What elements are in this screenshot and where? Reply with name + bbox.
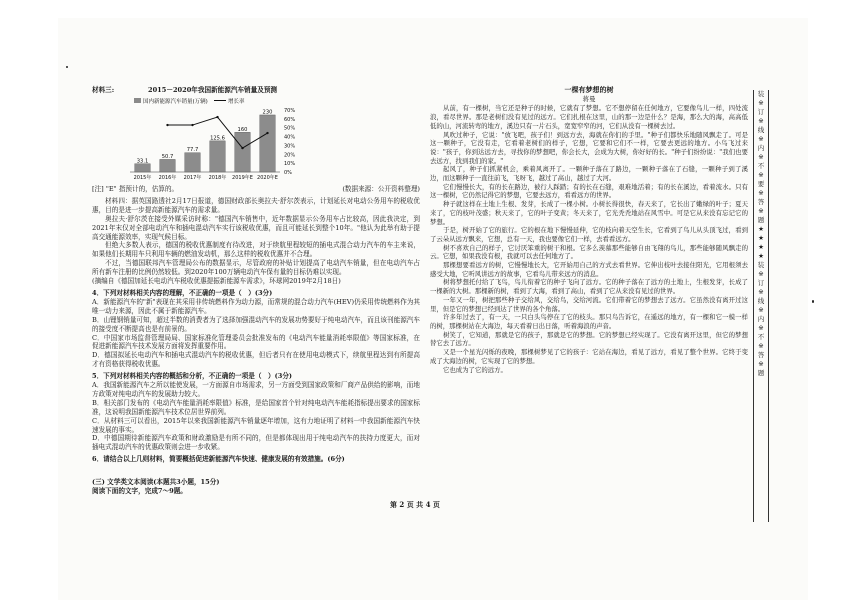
margin-char: 要	[757, 180, 765, 188]
bar-2016年	[160, 159, 176, 172]
story-paragraph: 树将梦想托付给了飞鸟，鸟儿衔着它的种子飞向了远方。它的种子落在了远方的土地上，生根发芽，长成了一棵新的大树。那棵新的树，看到了大海，看到了高山，看到了它从来没有见过的世界。	[430, 278, 748, 296]
margin-char: 线	[757, 126, 765, 134]
bar-2019年E	[235, 132, 251, 172]
margin-char: ※	[758, 99, 764, 107]
margin-char: ※	[758, 288, 764, 296]
margin-char: ※	[758, 270, 764, 278]
page-number: 第 2 页 共 4 页	[390, 500, 440, 509]
growth-rate-point	[166, 124, 168, 126]
margin-char: ※	[758, 135, 764, 143]
category-label: 2019年E	[232, 175, 253, 181]
bar-value-label: 230	[262, 109, 273, 116]
margin-char: ※	[758, 189, 764, 197]
margin-char: 装	[757, 90, 765, 98]
story-paragraph: 树不喜欢自己的样子，它讨厌笨重的树干和根。它多么羡慕那些能够自由飞翔的鸟儿，那些能够随风飘走的云。它想，如果我没有根，我就可以去任何地方了。	[430, 243, 748, 261]
margin-char: 内	[757, 315, 765, 323]
story-paragraph: 起风了，种子们抓紧机会，乘着风离开了。一颗种子落在了路边，一颗种子落在了石缝，一颗种子到了溪边，而这颗种子一直往前飞，飞呀飞，越过了高山，越过了大河。	[430, 165, 748, 183]
margin-char: 答	[757, 351, 765, 359]
margin-char: ※	[758, 306, 764, 314]
binding-margin	[753, 90, 769, 522]
right-axis-tick: 20%	[284, 152, 296, 159]
right-axis-tick: 0%	[284, 170, 292, 176]
material4-paragraph: 奥拉夫·舒尔茨在接受外媒采访时称："德国汽车销售中，近年数据显示公务用车占比较高，因此我决定，到2021年末仅对全部电动汽车和插电混动汽车实行该税收优惠，而且可能延长到整个10年。"他认为此举有助于提高交通能源效率，实现气候目标。	[92, 214, 420, 241]
scan-speck	[66, 66, 68, 68]
margin-char: ※	[758, 117, 764, 125]
category-label: 2015年	[133, 175, 152, 181]
category-label: 2018年	[208, 175, 227, 181]
story-paragraph: 树笑了，它知道，那就是它的孩子，那就是它的梦想。它的梦想已经实现了。它没有离开这里，但它的梦想替它去了远方。	[430, 330, 748, 348]
margin-char: 订	[757, 108, 765, 116]
margin-char: 题	[757, 216, 765, 224]
material4-paragraph: 但绝大多数人表示，德国的税收优惠制度有待改进，对于续航里程较短的插电式混合动力汽车的车主来说，如果他们长期用车只利用车辆的燃油发动机，那么这样的税收优惠并不合理。	[92, 241, 420, 259]
story-paragraph: 那棵想要看远方的树，它慢慢地长大，它开始用自己的方式去看世界。它伸出枝叶去接住阳光，它用根须去感受大地，它听风讲远方的故事，它看鸟儿带来远方的消息。	[430, 261, 748, 278]
question-4-option-d: D．德国拟延长电动汽车和插电式混动汽车的税收优惠，但后者只有在使用电动模式下，续航里程达到有所提高才有资格获得税收优惠。	[92, 351, 420, 369]
margin-char: 不	[757, 162, 765, 170]
category-label: 2020年E	[257, 175, 278, 181]
question-5-option-b: B．相关部门发布的《电动汽车能量消耗率限值》标准，是给国家首个针对纯电动汽车能耗指标提出要求的国家标准，这说明我国新能源汽车技术位居世界前列。	[92, 398, 420, 416]
margin-char: 题	[757, 369, 765, 377]
right-axis-tick: 30%	[284, 143, 296, 150]
margin-char: 订	[757, 279, 765, 287]
margin-char: ※	[758, 171, 764, 179]
bar-value-label: 160	[237, 126, 248, 133]
growth-rate-point	[266, 132, 268, 134]
question-6: 6．请结合以上几则材料，简要概括促进新能源汽车快速、健康发展的有效措施。(6分)	[92, 455, 345, 464]
margin-char: ★	[758, 252, 764, 260]
story-author: 蒋曼	[582, 94, 596, 103]
right-column	[430, 86, 748, 506]
story-paragraph: 一年又一年，树把那些种子交给风，交给鸟，交给河流。它们带着它的梦想去了远方。它虽然没有离开过这里，但是它的梦想已经到达了世界的各个角落。	[430, 295, 748, 313]
bar-2018年	[210, 141, 226, 172]
question-5-option-c: C．从材料三可以看出，2015年以来我国新能源汽车销量逐年增加，这有力地证明了材料一中我国新能源汽车快速发展的事实。	[92, 416, 420, 434]
story-paragraph: 从前，有一棵树，当它还是种子的时候，它就有了梦想。它不想停留在任何地方，它要像鸟儿一样，四处流浪，看尽世界。那是老树们没有见过的远方。它们扎根在这里，山的那一边是什么？是海，那么大的海，高高低低的山，河流转弯的地方，溪边只有一片石头，宽宽窄窄的河，它们从没有一棵树去过。	[430, 104, 748, 130]
question-4-option-a: A．新能源汽车的"新"表现在其采用非传统燃料作为动力源，而常规的混合动力汽车(HEV)仍采用传统燃料作为其唯一动力来源，因此不属于新能源汽车。	[92, 297, 421, 315]
story-paragraph: 于是，树开始了它的旅行。它的根在地下慢慢延伸，它的枝向着天空生长，它看到了鸟儿从头顶飞过，看到了云朵从远方飘来，它想，总有一天，我也要像它们一样，去看看远方。	[430, 226, 748, 243]
margin-char: ※	[758, 153, 764, 161]
question-5-option-d: D．中德国期待新能源汽车政策和财政激励是有所不同的，但是都体现出用于纯电动汽车的扶持力度更大，而对插电式混动汽车的优惠政策则会进一步收紧。	[92, 434, 420, 452]
right-axis-tick: 50%	[284, 125, 296, 132]
margin-char: 线	[757, 297, 765, 305]
growth-rate-point	[241, 147, 243, 149]
material4-paragraph: 不过，当德国联邦汽车管理局公布的数据显示，尽管政府的补贴计划提高了电动汽车销量，但在电动汽车占所有新车注册的比例仍然较低。到2020年100万辆电动汽车保有量的目标仍难以实现。	[92, 259, 420, 277]
category-label: 2016年	[158, 175, 177, 181]
left-column	[92, 86, 421, 496]
legend-label-rate: 增长率	[228, 99, 245, 105]
story-paragraph: 又是一个星光闪烁的夜晚，那棵树梦见了它的孩子：它站在海边，看见了远方，看见了整个世界。它终于变成了大海边的树，它实现了它的梦想。	[430, 348, 748, 365]
chart-note: [注] "E" 指预计的，估算的。	[92, 185, 179, 193]
material4-paragraph: 材料四：据英国路透社2月17日报道，德国财政部长奥拉夫·舒尔茨表示，计划延长对电动公务用车的税收优惠，目的是进一步提高新能源汽车的需求量。	[92, 196, 420, 214]
right-axis-tick: 40%	[284, 134, 296, 141]
chart-title: 2015－2020年我国新能源汽车销量及预测	[148, 86, 278, 94]
right-axis-tick: 60%	[284, 116, 296, 123]
margin-char: ★	[758, 225, 764, 233]
question-4-option-c: C．中国家市场监督管理局局、国家标准化管理委员会批准发布的《电动汽车能量消耗率限值》等国家标准，在促进新能源汽车技术发展方面将发挥重要作用。	[92, 333, 420, 351]
bar-value-label: 33.1	[136, 158, 149, 165]
story-body	[430, 104, 748, 374]
story-paragraph: 许多年过去了，有一天，一只白头鸟停在了它的枝头。那只鸟告诉它，在遥远的地方，有一棵和它一模一样的树，那棵树站在大海边，每天看着日出日落，听着海浪的声音。	[430, 313, 748, 330]
margin-char: 答	[757, 198, 765, 206]
bar-value-label: 50.7	[161, 153, 174, 160]
margin-char: 不	[757, 333, 765, 341]
story-paragraph: 它们慢慢长大，有的长在路边，被行人踩踏；有的长在石缝，艰难地活着；有的长在溪边，看着流水。只有这一棵树，它仍然记得它的梦想，它要去远方，看看远方的世界。	[430, 182, 748, 200]
sales-chart	[118, 96, 318, 184]
question-5-stem: 5．下列对材料相关内容的概括和分析，不正确的一项是（ ）(3分)	[92, 372, 293, 381]
right-axis-tick: 10%	[284, 161, 296, 168]
margin-char: ★	[758, 243, 764, 251]
bar-2017年	[185, 153, 201, 172]
story-paragraph: 它也成为了它的远方。	[443, 365, 507, 374]
scan-speck	[812, 300, 814, 303]
material3-block	[92, 86, 420, 184]
legend-label-sales: 国内新能源汽车销量(万辆)	[143, 99, 208, 105]
story-title: 一棵有梦想的树	[564, 85, 614, 94]
margin-char: ※	[758, 360, 764, 368]
section-3-title: (三) 文学类文本阅读(本题共3小题，15分)	[92, 478, 220, 487]
material4-citation: (摘编自《德国加延长电动汽车税收优惠提振新能源车需求》，环球网2019年2月18日)	[92, 277, 341, 286]
chart-source: (数据来源：公开资料整理)	[342, 185, 420, 193]
legend-swatch-sales	[134, 98, 141, 103]
story-paragraph: 风吹过种子，它说："放飞吧，孩子们！到远方去，海就在你们的手里。"种子们都快乐地随风飘走了。可是这一颗种子，它没有走，它看着老树们的样子，它想，它要和它们不一样，它要去更远的地方。小鸟飞过来说："孩子，你到达远方去，寻找你的梦想吧，你会长大，会成为大树，你好好的长。"种子们纷纷说："我们也要去远方，找到我们的家。"	[430, 130, 748, 165]
bar-value-label: 125.6	[210, 135, 225, 142]
margin-char: 装	[757, 261, 765, 269]
growth-rate-point	[191, 124, 193, 126]
bar-2020年E	[260, 115, 276, 172]
margin-char: ※	[758, 324, 764, 332]
growth-rate-point	[216, 116, 218, 118]
story-paragraph: 种子就这样在土地上生根、发芽，长成了一棵小树。小树长得很快，春天来了，它长出了嫩绿的叶子；夏天来了，它的枝叶茂盛；秋天来了，它的叶子变黄；冬天来了，它光秃秃地站在风雪中。可是它从来没有忘记它的梦想。	[430, 200, 748, 226]
material3-label: 材料三:	[92, 86, 115, 94]
section-3-instruction: 阅读下面的文字，完成7～9题。	[92, 487, 187, 496]
right-axis-tick: 70%	[284, 108, 296, 114]
chart-note-row	[92, 185, 420, 194]
question-4-stem: 4．下列对材料相关内容的理解，不正确的一项是（ ）(3分)	[92, 288, 273, 297]
margin-char: ※	[758, 342, 764, 350]
bar-value-label: 77.7	[186, 147, 199, 154]
bar-2015年	[135, 164, 151, 172]
question-4-option-b: B．山锂钢销量可知，超过半数的消费者为了选择加强混动汽车的发展功势要好于纯电动汽车，而且该刊能源汽车的接受度不断提高也是有前景的。	[92, 315, 420, 333]
category-label: 2017年	[183, 175, 202, 181]
question-5-option-a: A．我国新能源汽车之所以能使发展，一方面源自市场需求，另一方面受到国家政策和厂商产品供给的影响，而地方政策对纯电动汽车的发展助力较大。	[92, 381, 420, 398]
margin-char: 内	[757, 144, 765, 152]
margin-char: ※	[758, 207, 764, 215]
margin-char: ★	[758, 234, 764, 242]
